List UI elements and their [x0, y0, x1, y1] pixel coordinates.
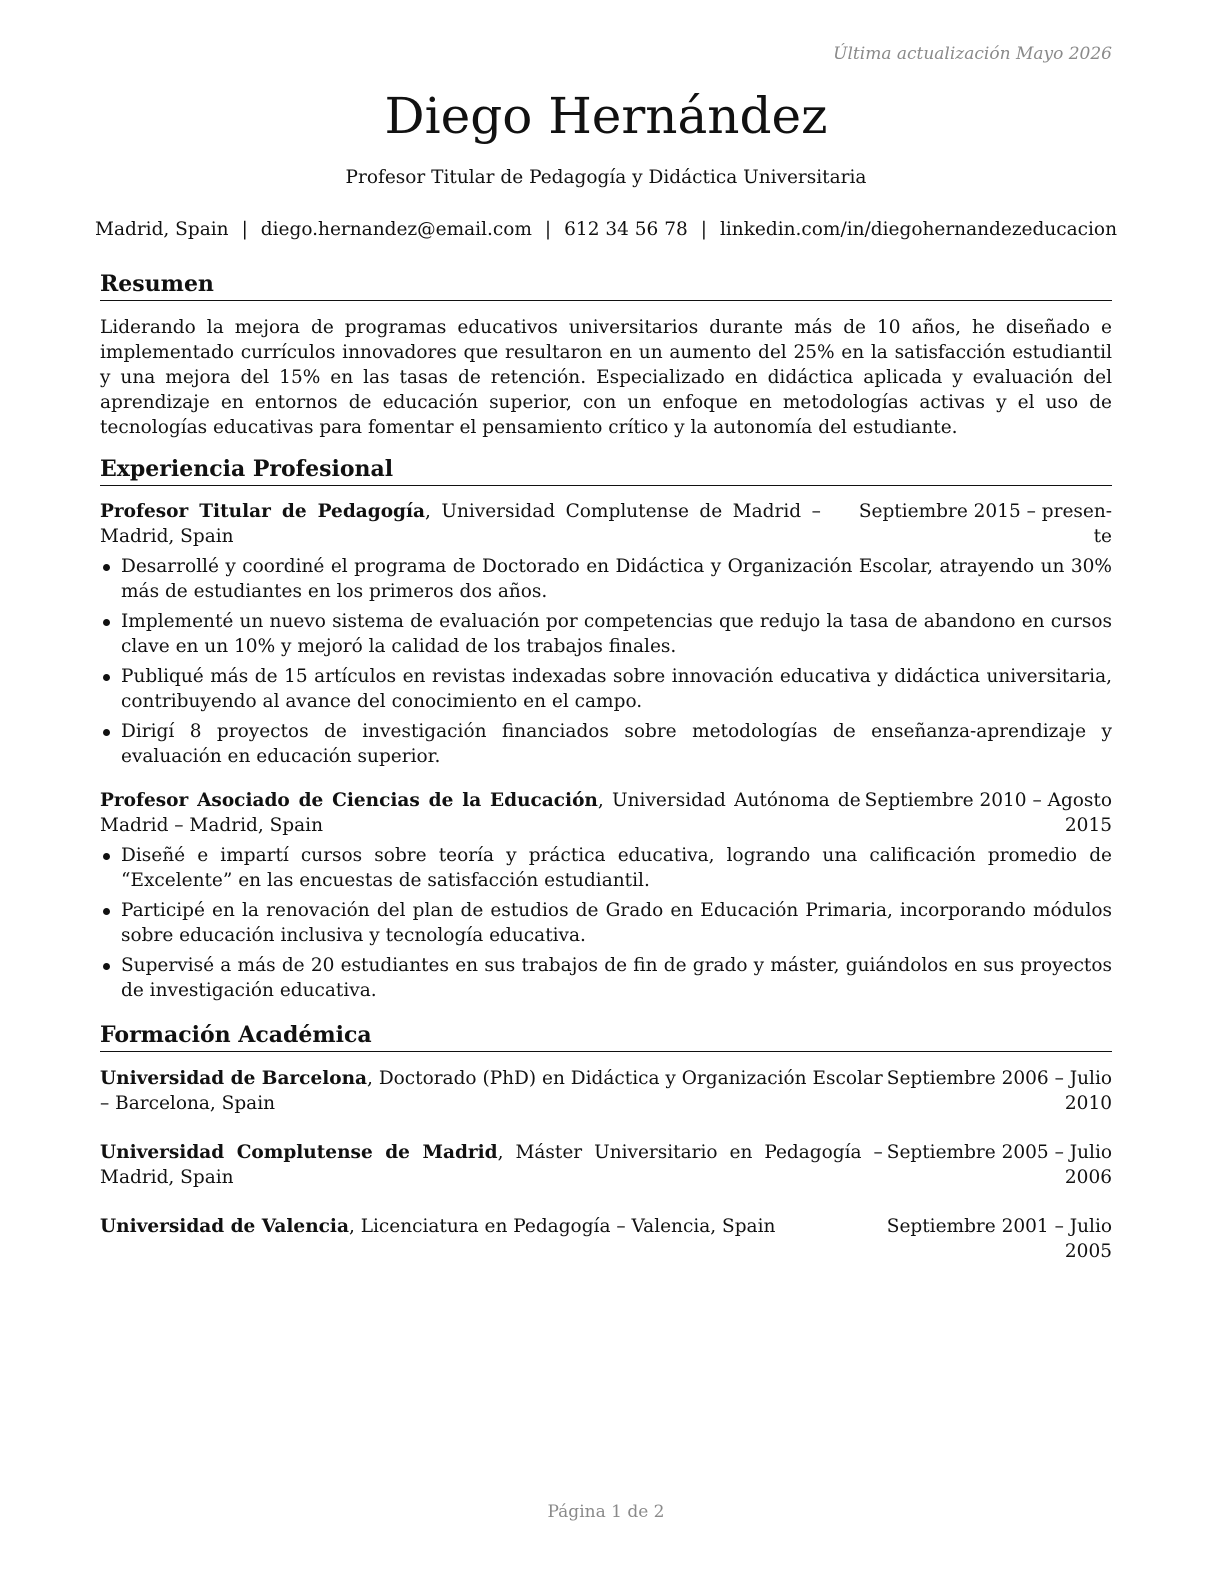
last-updated: Última actualización Mayo 2026	[833, 44, 1112, 64]
section-title-experience: Experiencia Profesional	[100, 455, 1112, 486]
education-title-line	[100, 1140, 883, 1190]
list-item: Supervisé a más de 20 estudiantes en sus trabajos de fin de grado y máster, guiándolos en sus proyectos de investigación educativa.	[100, 953, 1112, 1003]
contact-phone[interactable]: 612 34 56 78	[564, 219, 688, 240]
job-entry	[100, 788, 1112, 1003]
job-organization: , Universidad Autónoma de Madrid – Madrid, Spain	[100, 790, 861, 836]
section-title-summary: Resumen	[100, 270, 1112, 301]
education-dates-line: Septiembre 2001 – Julio	[886, 1216, 1112, 1237]
experience-section	[100, 455, 1112, 1008]
contact-line	[70, 219, 1142, 240]
list-item: Publiqué más de 15 artículos en revistas indexadas sobre innovación educativa y didáctica universitaria, contribuyendo al avance del conocimiento en el campo.	[100, 664, 1112, 714]
contact-email[interactable]: diego.hernandez@email.com	[260, 219, 532, 240]
list-item: Implementé un nuevo sistema de evaluación por competencias que redujo la tasa de abandono en cursos clave en un 10% y mejoró la calidad de los trabajos finales.	[100, 609, 1112, 659]
job-organization: , Universidad Complutense de Madrid – Madrid, Spain	[100, 501, 821, 547]
section-title-education: Formación Académica	[100, 1021, 1112, 1052]
list-item: Diseñé e impartí cursos sobre teoría y práctica educativa, logrando una calificación promedio de “Excelente” en las encuestas de satisfacción estudiantil.	[100, 843, 1112, 893]
job-header	[100, 788, 1112, 838]
education-dates	[883, 1214, 1112, 1264]
education-dates-line: 2005	[1064, 1241, 1112, 1262]
job-title-line	[100, 788, 861, 838]
education-entry	[100, 1066, 1112, 1116]
summary-section	[100, 270, 1112, 440]
education-degree: , Licenciatura en Pedagogía – Valencia, Spain	[348, 1216, 776, 1237]
resume-page	[95, 0, 1117, 1584]
education-entry	[100, 1140, 1112, 1190]
education-degree: , Máster Universitario en Pedagogía – Madrid, Spain	[100, 1142, 883, 1188]
bullet-dot-icon	[103, 674, 110, 681]
education-dates-line: Septiembre 2005 – Julio	[886, 1142, 1112, 1163]
job-dates	[861, 788, 1112, 838]
education-school: Universidad Complutense de Madrid	[100, 1142, 498, 1163]
education-dates-line: 2010	[1064, 1093, 1112, 1114]
bullet-dot-icon	[103, 853, 110, 860]
summary-text: Liderando la mejora de programas educativos universitarios durante más de 10 años, he diseñado e implementado currículos innovadores que resultaron en un aumento del 25% en la satisfacción estudiantil y una mejora del 15% en las tasas de retención. Especializado en didáctica aplicada y evaluación del aprendizaje en entornos de educación superior, con un enfoque en metodologías activas y el uso de tecnologías educativas para fomentar el pensamiento crítico y la autonomía del estudiante.	[100, 317, 1112, 438]
bullet-dot-icon	[103, 729, 110, 736]
job-dates-line: Septiembre 2015 – presen-	[858, 501, 1112, 522]
education-entry	[100, 1214, 1112, 1264]
contact-separator: |	[241, 219, 248, 240]
job-title-line	[100, 499, 821, 549]
contact-separator: |	[544, 219, 552, 240]
job-dates-line: te	[1093, 526, 1112, 547]
bullet-dot-icon	[103, 908, 110, 915]
candidate-tagline: Profesor Titular de Pedagogía y Didáctica Universitaria	[345, 167, 867, 188]
education-title-line	[100, 1214, 883, 1264]
education-school: Universidad de Barcelona	[100, 1068, 368, 1089]
education-dates-line: 2006	[1064, 1167, 1112, 1188]
education-section	[100, 1021, 1112, 1264]
bullet-dot-icon	[103, 963, 110, 970]
job-header	[100, 499, 1112, 549]
education-dates-line: Septiembre 2006 – Julio	[886, 1068, 1112, 1089]
page-number: Página 1 de 2	[547, 1502, 665, 1522]
bullet-dot-icon	[103, 564, 110, 571]
candidate-name: Diego Hernández	[384, 87, 828, 145]
contact-separator: |	[700, 219, 707, 240]
job-bullets	[100, 843, 1112, 1003]
job-role: Profesor Titular de Pedagogía	[100, 501, 425, 522]
contact-linkedin[interactable]: linkedin.com/in/diegohernandezeducacion	[719, 219, 1117, 240]
education-degree: , Doctorado (PhD) en Didáctica y Organización Escolar – Barcelona, Spain	[100, 1068, 883, 1114]
education-school: Universidad de Valencia	[100, 1216, 349, 1237]
job-dates	[821, 499, 1112, 549]
education-dates	[883, 1066, 1112, 1116]
job-entry	[100, 499, 1112, 769]
job-dates-line: Septiembre 2010 – Agosto	[864, 790, 1112, 811]
list-item: Dirigí 8 proyectos de investigación financiados sobre metodologías de enseñanza-aprendizaje y evaluación en educación superior.	[100, 719, 1112, 769]
bullet-dot-icon	[103, 619, 110, 626]
list-item: Desarrollé y coordiné el programa de Doctorado en Didáctica y Organización Escolar, atrayendo un 30% más de estudiantes en los primeros dos años.	[100, 554, 1112, 604]
job-bullets	[100, 554, 1112, 769]
contact-location: Madrid, Spain	[95, 219, 229, 240]
list-item: Participé en la renovación del plan de estudios de Grado en Educación Primaria, incorporando módulos sobre educación inclusiva y tecnología educativa.	[100, 898, 1112, 948]
job-dates-line: 2015	[1064, 815, 1112, 836]
education-dates	[883, 1140, 1112, 1190]
education-title-line	[100, 1066, 883, 1116]
job-role: Profesor Asociado de Ciencias de la Educación	[100, 790, 598, 811]
